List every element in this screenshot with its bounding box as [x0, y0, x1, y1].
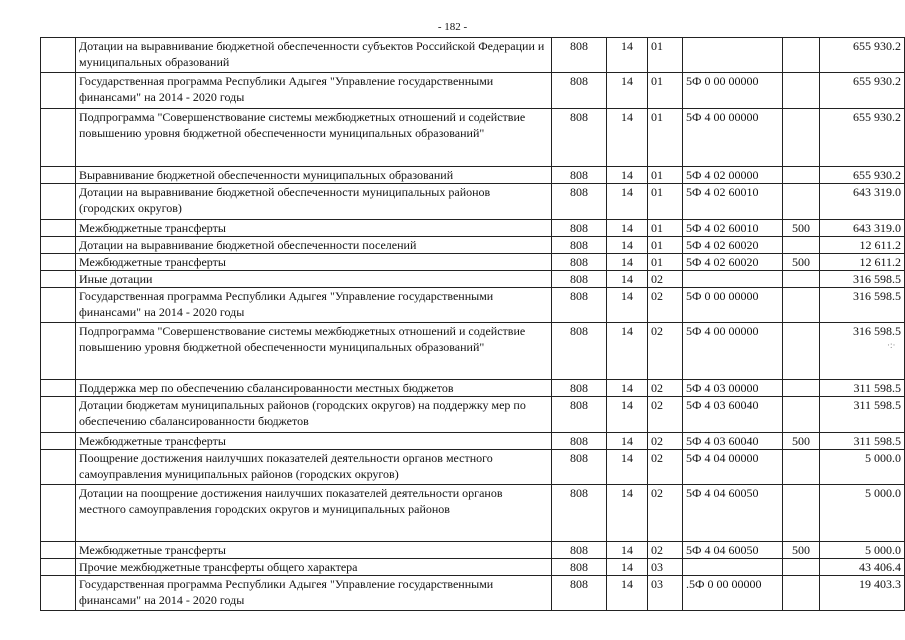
row-target-article: 5Ф 4 00 00000: [683, 109, 783, 167]
row-amount: 655 930.2: [820, 38, 905, 73]
row-section: 14: [607, 237, 648, 254]
row-margin-cell: [41, 433, 76, 450]
table-row: [41, 109, 905, 167]
row-name: Прочие межбюджетные трансферты общего характера: [76, 559, 552, 576]
row-margin-cell: [41, 220, 76, 237]
row-name: Поддержка мер по обеспечению сбалансированности местных бюджетов: [76, 380, 552, 397]
row-subsection: 02: [648, 433, 683, 450]
budget-table-body: [41, 38, 905, 611]
row-expense-type: [783, 323, 820, 380]
row-ministry-code: 808: [552, 485, 607, 542]
page-number: - 182 -: [437, 21, 468, 33]
row-ministry-code: 808: [552, 271, 607, 288]
row-amount: 311 598.5: [820, 433, 905, 450]
row-section: 14: [607, 184, 648, 220]
row-ministry-code: 808: [552, 109, 607, 167]
row-section: 14: [607, 380, 648, 397]
row-subsection: 02: [648, 397, 683, 433]
row-section: 14: [607, 397, 648, 433]
row-section: 14: [607, 271, 648, 288]
table-row: [41, 220, 905, 237]
table-row: [41, 167, 905, 184]
row-name: Межбюджетные трансферты: [76, 542, 552, 559]
row-ministry-code: 808: [552, 254, 607, 271]
table-row: [41, 397, 905, 433]
row-subsection: 01: [648, 73, 683, 109]
row-section: 14: [607, 433, 648, 450]
row-section: 14: [607, 559, 648, 576]
row-expense-type: [783, 184, 820, 220]
row-section: 14: [607, 542, 648, 559]
row-expense-type: [783, 271, 820, 288]
row-subsection: 01: [648, 109, 683, 167]
row-ministry-code: 808: [552, 220, 607, 237]
row-section: 14: [607, 109, 648, 167]
row-target-article: 5Ф 4 02 60020: [683, 237, 783, 254]
row-amount: 5 000.0: [820, 542, 905, 559]
row-margin-cell: [41, 167, 76, 184]
row-target-article: .5Ф 0 00 00000: [683, 576, 783, 611]
row-section: 14: [607, 73, 648, 109]
row-amount: 643 319.0: [820, 220, 905, 237]
row-subsection: 01: [648, 184, 683, 220]
row-amount: 643 319.0: [820, 184, 905, 220]
row-ministry-code: 808: [552, 38, 607, 73]
row-expense-type: [783, 450, 820, 485]
row-target-article: 5Ф 4 02 60010: [683, 220, 783, 237]
row-target-article: 5Ф 4 03 60040: [683, 433, 783, 450]
row-name: Дотации на поощрение достижения наилучших показателей деятельности органов местного самоуправления городских округов и муниципальных районов: [76, 485, 552, 542]
row-subsection: 03: [648, 559, 683, 576]
table-row: [41, 38, 905, 73]
row-section: 14: [607, 485, 648, 542]
row-ministry-code: 808: [552, 184, 607, 220]
row-amount: 316 598.5: [820, 323, 905, 380]
row-ministry-code: 808: [552, 559, 607, 576]
table-row: [41, 237, 905, 254]
row-section: 14: [607, 38, 648, 73]
row-expense-type: [783, 73, 820, 109]
row-target-article: 5Ф 4 02 60010: [683, 184, 783, 220]
row-ministry-code: 808: [552, 576, 607, 611]
row-section: 14: [607, 167, 648, 184]
row-amount: 655 930.2: [820, 109, 905, 167]
table-row: [41, 271, 905, 288]
budget-table: [40, 37, 905, 611]
row-expense-type: [783, 109, 820, 167]
row-subsection: 02: [648, 288, 683, 323]
row-margin-cell: [41, 542, 76, 559]
table-row: [41, 73, 905, 109]
row-expense-type: 500: [783, 254, 820, 271]
row-subsection: 02: [648, 380, 683, 397]
row-target-article: 5Ф 4 03 00000: [683, 380, 783, 397]
table-row: [41, 450, 905, 485]
row-margin-cell: [41, 576, 76, 611]
row-amount: 5 000.0: [820, 450, 905, 485]
row-subsection: 02: [648, 271, 683, 288]
row-margin-cell: [41, 323, 76, 380]
row-margin-cell: [41, 38, 76, 73]
row-expense-type: [783, 485, 820, 542]
row-amount: 19 403.3: [820, 576, 905, 611]
row-expense-type: 500: [783, 220, 820, 237]
row-name: Государственная программа Республики Адыгея "Управление государственными финансами" на 2014 - 2020 годы: [76, 73, 552, 109]
row-margin-cell: [41, 559, 76, 576]
row-section: 14: [607, 450, 648, 485]
row-expense-type: [783, 576, 820, 611]
row-section: 14: [607, 323, 648, 380]
row-name: Подпрограмма "Совершенствование системы межбюджетных отношений и содействие повышению уровня бюджетной обеспеченности муниципальных образований": [76, 323, 552, 380]
table-row: [41, 380, 905, 397]
row-ministry-code: 808: [552, 237, 607, 254]
row-name: Межбюджетные трансферты: [76, 254, 552, 271]
table-row: [41, 559, 905, 576]
row-amount: 655 930.2: [820, 73, 905, 109]
table-row: [41, 288, 905, 323]
table-row: [41, 433, 905, 450]
row-amount: 311 598.5: [820, 397, 905, 433]
row-amount: 5 000.0: [820, 485, 905, 542]
row-ministry-code: 808: [552, 450, 607, 485]
row-margin-cell: [41, 485, 76, 542]
row-amount: 12 611.2: [820, 254, 905, 271]
row-subsection: 02: [648, 542, 683, 559]
table-row: [41, 254, 905, 271]
row-ministry-code: 808: [552, 288, 607, 323]
row-amount: 12 611.2: [820, 237, 905, 254]
row-ministry-code: 808: [552, 380, 607, 397]
row-name: Межбюджетные трансферты: [76, 433, 552, 450]
row-target-article: [683, 38, 783, 73]
row-section: 14: [607, 576, 648, 611]
row-margin-cell: [41, 288, 76, 323]
row-subsection: 02: [648, 323, 683, 380]
row-target-article: 5Ф 0 00 00000: [683, 73, 783, 109]
row-target-article: 5Ф 4 03 60040: [683, 397, 783, 433]
row-margin-cell: [41, 380, 76, 397]
row-target-article: [683, 559, 783, 576]
row-ministry-code: 808: [552, 73, 607, 109]
scan-artifact-mark: ·:·: [887, 340, 896, 350]
row-target-article: 5Ф 4 02 60020: [683, 254, 783, 271]
row-expense-type: 500: [783, 433, 820, 450]
row-subsection: 02: [648, 485, 683, 542]
row-subsection: 01: [648, 167, 683, 184]
row-amount: 43 406.4: [820, 559, 905, 576]
row-amount: 316 598.5: [820, 271, 905, 288]
row-margin-cell: [41, 73, 76, 109]
row-ministry-code: 808: [552, 542, 607, 559]
row-amount: 655 930.2: [820, 167, 905, 184]
row-expense-type: [783, 167, 820, 184]
row-name: Подпрограмма "Совершенствование системы межбюджетных отношений и содействие повышению уровня бюджетной обеспеченности муниципальных образований": [76, 109, 552, 167]
row-name: Дотации на выравнивание бюджетной обеспеченности муниципальных районов (городских округов): [76, 184, 552, 220]
row-margin-cell: [41, 397, 76, 433]
row-subsection: 01: [648, 220, 683, 237]
row-expense-type: [783, 237, 820, 254]
row-subsection: 03: [648, 576, 683, 611]
row-expense-type: [783, 288, 820, 323]
row-target-article: 5Ф 4 00 00000: [683, 323, 783, 380]
row-expense-type: [783, 559, 820, 576]
row-margin-cell: [41, 271, 76, 288]
row-margin-cell: [41, 254, 76, 271]
row-name: Дотации на выравнивание бюджетной обеспеченности субъектов Российской Федерации и муниципальных образований: [76, 38, 552, 73]
row-name: Государственная программа Республики Адыгея "Управление государственными финансами" на 2014 - 2020 годы: [76, 288, 552, 323]
row-amount: 316 598.5: [820, 288, 905, 323]
row-section: 14: [607, 220, 648, 237]
row-section: 14: [607, 254, 648, 271]
row-name: Межбюджетные трансферты: [76, 220, 552, 237]
row-subsection: 01: [648, 237, 683, 254]
row-target-article: 5Ф 4 04 00000: [683, 450, 783, 485]
row-name: Выравнивание бюджетной обеспеченности муниципальных образований: [76, 167, 552, 184]
row-margin-cell: [41, 237, 76, 254]
row-section: 14: [607, 288, 648, 323]
row-name: Дотации на выравнивание бюджетной обеспеченности поселений: [76, 237, 552, 254]
row-target-article: [683, 271, 783, 288]
row-margin-cell: [41, 109, 76, 167]
row-target-article: 5Ф 4 02 00000: [683, 167, 783, 184]
row-margin-cell: [41, 184, 76, 220]
table-row: [41, 542, 905, 559]
row-name: Дотации бюджетам муниципальных районов (городских округов) на поддержку мер по обеспечению сбалансированности бюджетов: [76, 397, 552, 433]
row-target-article: 5Ф 4 04 60050: [683, 485, 783, 542]
table-row: [41, 576, 905, 611]
row-name: Поощрение достижения наилучших показателей деятельности органов местного самоуправления муниципальных районов (городских округов): [76, 450, 552, 485]
row-expense-type: [783, 397, 820, 433]
row-target-article: 5Ф 0 00 00000: [683, 288, 783, 323]
row-name: Государственная программа Республики Адыгея "Управление государственными финансами" на 2014 - 2020 годы: [76, 576, 552, 611]
table-row: [41, 323, 905, 380]
row-ministry-code: 808: [552, 167, 607, 184]
row-expense-type: [783, 38, 820, 73]
row-subsection: 01: [648, 254, 683, 271]
row-name: Иные дотации: [76, 271, 552, 288]
row-margin-cell: [41, 450, 76, 485]
row-expense-type: [783, 380, 820, 397]
row-ministry-code: 808: [552, 397, 607, 433]
row-amount: 311 598.5: [820, 380, 905, 397]
row-target-article: 5Ф 4 04 60050: [683, 542, 783, 559]
row-ministry-code: 808: [552, 323, 607, 380]
row-subsection: 01: [648, 38, 683, 73]
row-expense-type: 500: [783, 542, 820, 559]
table-row: [41, 184, 905, 220]
row-ministry-code: 808: [552, 433, 607, 450]
row-subsection: 02: [648, 450, 683, 485]
table-row: [41, 485, 905, 542]
